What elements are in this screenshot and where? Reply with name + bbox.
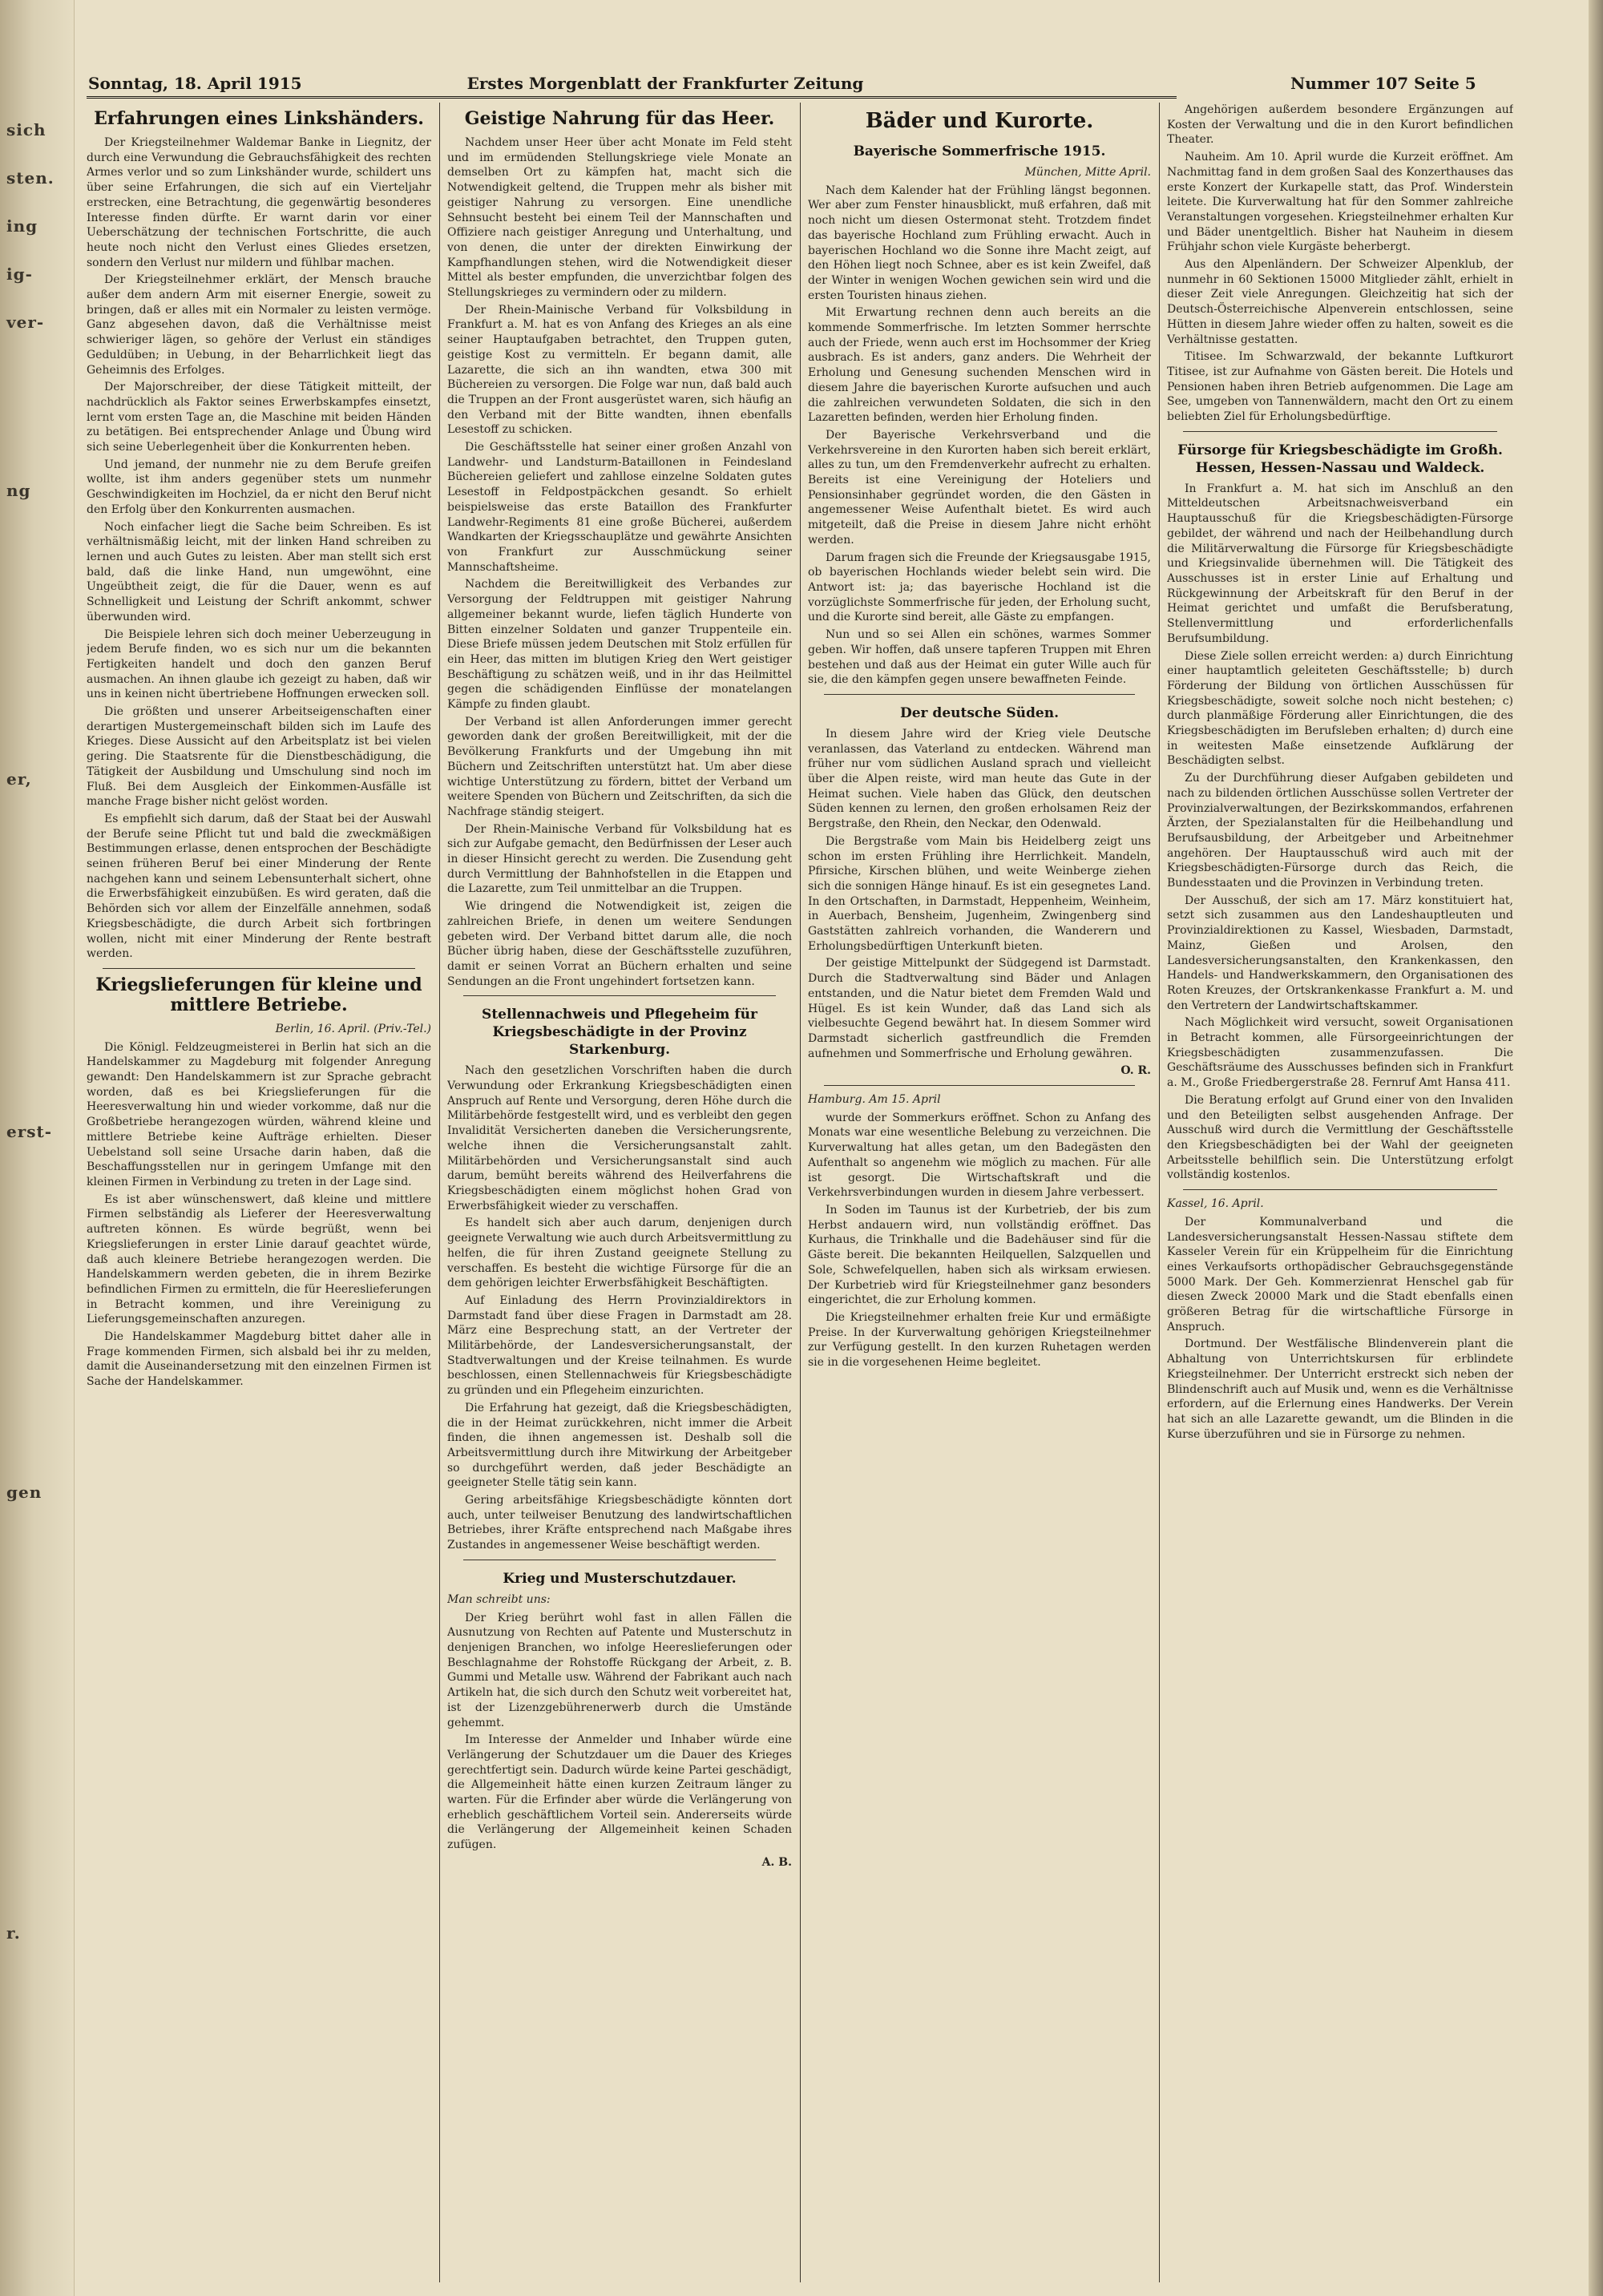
spine-fragment: r. (6, 1923, 21, 1943)
article-paragraph: Es empfiehlt sich darum, daß der Staat bei der Auswahl der Berufe seine Pflicht tut und bald die zweckmäßigen Bestimmungen erlasse, denen entsprochen der Beschädigte seinen früheren Beruf bei einer Minderung der Rente nachgehen kann und seinem Lebensunterhalt sichert, ohne die Erwerbsfähigkeit einzubüßen. Es wird geraten, daß die Behörden sich vor allem der Einzelfälle annehmen, sodaß Kriegsbeschädigte, die durch Arbeit sich fortbringen wollen, nicht mit einer Minderung der Rente bestraft werden. (87, 812, 431, 961)
spine-fragment: er, (6, 769, 32, 789)
article-paragraph: Die Handelskammer Magdeburg bittet daher alle in Frage kommenden Firmen, sich alsbald bei ihr zu melden, damit die Auseinandersetzung mit den einzelnen Firmen ist Sache der Handelskammer. (87, 1330, 431, 1389)
article-title: Geistige Nahrung für das Heer. (464, 108, 775, 129)
article-paragraph: Und jemand, der nunmehr nie zu dem Berufe greifen wollte, ist ihm anders gegenüber stets um nunmehr Geschwindigkeiten im Hochziel, da er nicht den Beruf nicht den Erfolg über den Konkurrenten ausmachen. (87, 458, 431, 516)
article-paragraph: Die Geschäftsstelle hat seiner einer großen Anzahl von Landwehr- und Landsturm-Bataillonen in Feindesland Büchereien geliefert und zahllose einzelne Soldaten gutes Lesestoff in Feldpostpäckchen gesandt. So erhielt beispielsweise das erste Bataillon des Frankfurter Landwehr-Regiments 81 eine große Bücherei, außerdem Wandkarten der Kriegsschauplätze und gewährte Ansichten von Frankfurt zur Ausschmückung seiner Mannschaftsheime. (447, 441, 792, 574)
article-paragraph: Nachdem unser Heer über acht Monate im Feld steht und im ermüdenden Stellungskriege viele Monate an demselben Ort zu kämpfen hat, macht sich die Notwendigkeit geltend, die Truppen mehr als bisher mit geistiger Nahrung zu versorgen. Eine unendliche Sehnsucht besteht bei einem Teil der Mannschaften und Offiziere nach geistiger Anregung und Unterhaltung, und von denen, die unter der direkten Einwirkung der Kampfhandlungen stehen, wird die Notwendigkeit dieser Mittel als bester empfunden, die unverzichtbar folgen des Stellungskrieges zu vermindern oder zu mildern. (447, 136, 792, 300)
article-paragraph: Die Beispiele lehren sich doch meiner Ueberzeugung in jedem Berufe finden, wo es sich nur um die bekannten Fertigkeiten handelt und doch den ganzen Beruf ausmachen. An ihnen glaube ich gezeigt zu haben, daß wir uns in keinen nicht übertriebene Hoffnungen erwecken soll. (87, 627, 431, 701)
article-dateline: Hamburg. Am 15. April (808, 1093, 941, 1107)
spine-fragment: ing (6, 216, 38, 236)
article-paragraph: Der Kriegsteilnehmer Waldemar Banke in Liegnitz, der durch eine Verwundung die Gebrauchsfähigkeit des rechten Armes verlor und so zum Linkshänder wurde, schildert uns über seine Erfahrungen, die sich auf ein Vierteljahr erstrecken, eine Betrachtung, die gegenwärtig besonderes Interesse finden dürfte. Er warnt darin vor einer Ueberschätzung der technischen Fortschritte, die auch heute noch nicht den Verlust eines Gliedes ersetzen, sondern den Verlust nur mildern und fühlbar machen. (87, 136, 431, 269)
column-rule (800, 103, 801, 2282)
column-4 (1167, 103, 1513, 2282)
article-lead: Man schreibt uns: (447, 1592, 551, 1606)
article-divider (824, 1085, 1135, 1086)
column-rule (1159, 103, 1160, 2282)
header-page-number: Nummer 107 Seite 5 (1290, 74, 1476, 93)
article-paragraph: Nach Möglichkeit wird versucht, soweit Organisationen in Betracht kommen, alle Fürsorgeeinrichtungen der Kriegsbeschädigten zusammenzufassen. Die Geschäftsräume des Ausschusses befinden sich in Frankfurt a. M., Große Friedbergerstraße 28. Fernruf Amt Hansa 411. (1167, 1016, 1513, 1090)
header-date: Sonntag, 18. April 1915 (88, 74, 302, 93)
spine-fragment: ig- (6, 264, 33, 284)
article-paragraph: Gering arbeitsfähige Kriegsbeschädigte könnten dort auch, unter teilweiser Benutzung des landwirtschaftlichen Betriebes, ihrer Kräfte entsprechend nach Maßgabe ihres Zustandes in angemessener Weise beschäftigt werden. (447, 1494, 792, 1552)
article-paragraph: Titisee. Im Schwarzwald, der bekannte Luftkurort Titisee, ist zur Aufnahme von Gästen bereit. Die Hotels und Pensionen haben ihren Betrieb aufgenommen. Die Lage am See, umgeben von Tannenwäldern, macht den Ort zu einem beliebten Ziel für Erholungsbedürftige. (1167, 350, 1513, 424)
header-rule (87, 96, 1177, 99)
article-paragraph: Es handelt sich aber auch darum, denjenigen durch geeignete Verwaltung wie auch durch Arbeitsvermittlung zu helfen, die für ihren Zustand geeignete Stellung zu verschaffen. Es besteht die wichtige Fürsorge für die an dem gehörigen leichter Erwerbsfähigkeit Beschäftigten. (447, 1217, 792, 1290)
article-subtitle: Bayerische Sommerfrische 1915. (853, 143, 1106, 159)
article-paragraph: Darum fragen sich die Freunde der Kriegsausgabe 1915, ob bayerischen Hochlands wieder belebt sein wird. Die Antwort ist: ja; das bayerische Hochland ist die vorzüglichste Sommerfrische für jeden, der Erholung sucht, und die Kurorte sind bereit, alle Gäste zu empfangen. (808, 551, 1151, 624)
article-paragraph: Nachdem die Bereitwilligkeit des Verbandes zur Versorgung der Feldtruppen mit geistiger Nahrung allgemeiner bekannt wurde, liefen täglich Hunderte von Bitten einzelner Soldaten und ganzer Truppenteile ein. Diese Briefe müssen jedem Deutschen mit Stolz erfüllen für ein Heer, das mitten im blutigen Krieg den Wert geistiger Beschäftigung zu schätzen weiß, und in ihr das Heilmittel gegen die schädigenden Einflüsse der monatelangen Kämpfe zu finden glaubt. (447, 578, 792, 712)
article-paragraph: Nauheim. Am 10. April wurde die Kurzeit eröffnet. Am Nachmittag fand in dem großen Saal des Konzerthauses das erste Konzert der Kurkapelle statt, das Prof. Winderstein leitete. Die Kurverwaltung hat für den Sommer zahlreiche Veranstaltungen vorgesehen. Kriegsteilnehmer erhalten Kur und Bäder unentgeltlich. Bisher hat Nauheim in diesem Frühjahr schon viele Kurgäste beherbergt. (1167, 151, 1513, 254)
article-paragraph: Mit Erwartung rechnen denn auch bereits an die kommende Sommerfrische. Im letzten Sommer herrschte auch der Friede, wenn auch erst im Hochsommer der Krieg ausbrach. Es ist anders, ganz anders. Die Wehrheit der Erholung und Genesung suchenden Menschen wird in diesem Jahre die bayerischen Kurorte aufsuchen und auch die zahlreichen verwundeten Soldaten, die sich in den Lazaretten befinden, werden hier Erholung finden. (808, 306, 1151, 425)
column-rule (439, 103, 440, 2282)
article-dateline: Berlin, 16. April. (Priv.-Tel.) (275, 1022, 431, 1035)
article-paragraph: Der geistige Mittelpunkt der Südgegend ist Darmstadt. Durch die Stadtverwaltung sind Bäder und Anlagen entstanden, und die Natur bietet dem Fremden Wald und Hügel. Es ist kein Wunder, daß das Land sich als vielbesuchte Gegend bewährt hat. In diesem Sommer wird Darmstadt sicherlich gastfreundlich die Fremden aufnehmen und Sommerfrische und Erholung gewähren. (808, 957, 1151, 1060)
article-title: Stellennachweis und Pflegeheim für Kriegsbeschädigte in der Provinz Starkenburg. (482, 1007, 757, 1059)
article-paragraph: Auf Einladung des Herrn Provinzialdirektors in Darmstadt fand über diese Fragen in Darmstadt am 28. März eine Besprechung statt, an der Vertreter der Militärbehörde, der Landesversicherungsanstalt, der Stadtverwaltungen und der Kreise teilnahmen. Es wurde beschlossen, einen Stellennachweis für Kriegsbeschädigte zu gründen und ein Pflegeheim einzurichten. (447, 1293, 792, 1398)
article-dateline: Kassel, 16. April. (1167, 1197, 1264, 1211)
article-signature: O. R. (1120, 1064, 1151, 1078)
article-paragraph: Wie dringend die Notwendigkeit ist, zeigen die zahlreichen Briefe, in denen um weitere Sendungen gebeten wird. Der Verband bittet darum alle, die noch Bücher übrig haben, diese der Geschäftsstelle zuzuführen, damit er seinen Vorrat an Büchern erhalten und seine Sendungen an die Front ungehindert fortsetzen kann. (447, 900, 792, 988)
article-paragraph: Die Erfahrung hat gezeigt, daß die Kriegsbeschädigten, die in der Heimat zurückkehren, nicht immer die Arbeit finden, die ihnen angemessen ist. Deshalb soll die Arbeitsvermittlung durch ihre Mitwirkung der Arbeitgeber so durchgeführt werden, daß jeder Beschädigte an geeigneter Stelle tätig sein kann. (447, 1401, 792, 1490)
article-paragraph: Noch einfacher liegt die Sache beim Schreiben. Es ist verhältnismäßig leicht, mit der linken Hand schreiben zu lernen und auch Gutes zu leisten. Aber man stellt sich erst bald, daß die linke Hand, nun umgewöhnt, eine Ungeübtheit zeigt, die für die Dauer, wenn es auf Schnelligkeit und Leistung der Schrift ankommt, schwer überwunden wird. (87, 520, 431, 623)
article-paragraph: Nach den gesetzlichen Vorschriften haben die durch Verwundung oder Erkrankung Kriegsbeschädigten einen Anspruch auf Rente und Versorgung, deren Höhe durch die Militärbehörde festgestellt wird, und es verbleibt den gegen Invalidität Versicherten daneben die Versicherungsrente, welche ihnen die Versicherungsanstalt zahlt. Militärbehörden und Versicherungsanstalt sind auch darum, bemüht bereits während des Heilverfahrens die Kriegsbeschädigten einem möglichst hohen Grad von Erwerbsfähigkeit wieder zu verschaffen. (447, 1064, 792, 1213)
header-paper-title: Erstes Morgenblatt der Frankfurter Zeitung (466, 74, 864, 93)
article-paragraph: Dortmund. Der Westfälische Blindenverein plant die Abhaltung von Unterrichtskursen für erblindete Kriegsteilnehmer. Der Unterricht erstreckt sich neben der Blindenschrift auch auf Musik und, wenn es die Verhältnisse erfordern, auf die Erlernung eines Handwerks. Der Verein hat sich an alle Lazarette gewandt, um die Blinden in die Kurse überzuführen und sie in Fürsorge zu nehmen. (1167, 1338, 1513, 1441)
article-paragraph: Der Verband ist allen Anforderungen immer gerecht geworden dank der großen Bereitwilligkeit, mit der die Bevölkerung Frankfurts und der Umgebung ihn mit Büchern und Zeitschriften unterstützt hat. Um aber diese wichtige Unterstützung zu fördern, bittet der Verband um weitere Spenden von Büchern und Zeitschriften, da sich die Nachfrage ständig steigert. (447, 715, 792, 818)
article-paragraph: Der Ausschuß, der sich am 17. März konstituiert hat, setzt sich zusammen aus den Landeshauptleuten und Provinzialdirektionen zu Kassel, Wiesbaden, Darmstadt, Mainz, Gießen und Arolsen, den Landesversicherungsanstalten, den Krankenkassen, den Handels- und Handwerkskammern, den Organisationen des Roten Kreuzes, der Ortskrankenkasse Frankfurt a. M. und den Vertretern der Landwirtschaftskammer. (1167, 894, 1513, 1012)
article-title: Der deutsche Süden. (900, 704, 1059, 721)
article-paragraph: Der Rhein-Mainische Verband für Volksbildung hat es sich zur Aufgabe gemacht, den Bedürfnissen der Leser auch in dieser Hinsicht gerecht zu werden. Die Zusendung geht durch Vermittlung der Bahnhofstellen in die Etappen und die Lazarette, zum Teil unmittelbar an die Truppen. (447, 822, 792, 896)
article-paragraph: Nach dem Kalender hat der Frühling längst begonnen. Wer aber zum Fenster hinausblickt, muß erfahren, daß mit noch nicht um diesen Ostermonat steht. Trotzdem findet das bayerische Hochland zum Frühling erwacht. Auch in bayerischen Hochland wo die Sonne ihre Macht zeigt, auf den Höhen liegt noch Schnee, aber es ist kein Zweifel, daß der Winter in wenigen Wochen gewichen sein wird und die ersten Touristen hinaus ziehen. (808, 184, 1151, 302)
article-title: Kriegslieferungen für kleine und mittlere Betriebe. (95, 974, 422, 1015)
article-paragraph: Zu der Durchführung dieser Aufgaben gebildeten und nach zu bildenden örtlichen Ausschüsse sollen Vertreter der Provinzialverwaltungen, der Bezirkskommandos, erfahrenen Ärzten, der Spezialanstalten für die Heilbehandlung und Berufsausbildung, der Arbeitgeber und Arbeitnehmer angehören. Der Hauptausschuß wird auch mit der Kriegsbeschädigten-Fürsorge durch das Reich, die Bundesstaaten und die Provinzen in Verbindung treten. (1167, 772, 1513, 890)
article-paragraph: Aus den Alpenländern. Der Schweizer Alpenklub, der nunmehr in 60 Sektionen 15000 Mitglieder zählt, erhielt in dieser Zeit viele Anregungen. Gleichzeitig hat sich der Deutsch-Österreichische Alpenverein entschlossen, seine Hütten in diesem Jahre wieder offen zu halten, soweit es die Verhältnisse gestatten. (1167, 258, 1513, 346)
article-paragraph: Der Majorschreiber, der diese Tätigkeit mitteilt, der nachdrücklich als Faktor seines Erwerbskampfes einsetzt, lernt vom ersten Tage an, die Maschine mit beiden Händen zu betätigen. Bei entsprechender Anlage und Übung wird sich seine Ueberlegenheit über die Konkurrenten heben. (87, 381, 431, 454)
section-title: Bäder und Kurorte. (865, 109, 1094, 133)
spine-fragment: sten. (6, 168, 55, 188)
spine-fragment: ng (6, 481, 31, 500)
binding-edge (0, 0, 75, 2296)
article-paragraph: Im Interesse der Anmelder und Inhaber würde eine Verlängerung der Schutzdauer um die Dauer des Krieges gerechtfertigt sein. Dadurch würde keine Partei geschädigt, die Allgemeinheit hätte einen kurzen Zeitraum länger zu warten. Für die Erfinder aber würde die Verlängerung von erheblich geschäftlichem Vorteil sein. Andererseits würde die Verlängerung der Allgemeinheit keinen Schaden zufügen. (447, 1733, 792, 1852)
article-paragraph: Die Kriegsteilnehmer erhalten freie Kur und ermäßigte Preise. In der Kurverwaltung gehörigen Kriegsteilnehmer zur Verfügung gestellt. In den kurzen Ruhetagen werden sie in die vorgesehenen Heime begleitet. (808, 1310, 1151, 1370)
article-divider (824, 694, 1135, 695)
article-paragraph: Angehörigen außerdem besondere Ergänzungen auf Kosten der Verwaltung und die in den Kurort befindlichen Theater. (1167, 103, 1513, 147)
article-title: Fürsorge für Kriegsbeschädigte im Großh. Hessen, Hessen-Nassau und Waldeck. (1177, 442, 1503, 476)
article-dateline: München, Mitte April. (1024, 166, 1151, 179)
column-1 (87, 103, 431, 2282)
article-divider (1183, 431, 1497, 432)
article-divider (103, 968, 415, 969)
article-paragraph: Die größten und unserer Arbeitseigenschaften einer derartigen Mustergemeinschaft bilden sich im Laufe des Krieges. Diese Aussicht auf den Arbeitsplatz ist bei vielen gering. Die Staatsrente für die Dienstbeschädigung, die Tätigkeit der Ausbildung und Umschulung sind noch im Fluß. Bei dem Ausgleich der Einkommen-Ausfälle ist manche Frage bisher nicht gelöst worden. (87, 705, 431, 809)
article-title: Erfahrungen eines Linkshänders. (94, 108, 424, 129)
article-paragraph: In Frankfurt a. M. hat sich im Anschluß an den Mitteldeutschen Arbeitsnachweisverband ein Hauptausschuß für die Kriegsbeschädigten-Fürsorge gebildet, der während und nach der Heilbehandlung durch die Militärverwaltung die Fürsorge für Kriegsbeschädigte und Kriegsinvalide übernehmen will. Die Tätigkeit des Ausschusses ist in erster Linie auf Erhaltung und Rückgewinnung der Arbeitskraft für den Beruf in der Heimat gerichtet und umfaßt die Berufsberatung, Stellenvermittlung und erforderlichenfalls Berufsumbildung. (1167, 482, 1513, 645)
spine-fragment: sich (6, 120, 46, 139)
article-paragraph: Nun und so sei Allen ein schönes, warmes Sommer geben. Wir hoffen, daß unsere tapferen Truppen mit Ehren bestehen und daß aus der Heimat ein guter Wille auch für sie, die den kämpfen gegen unsere bewaffneten Feinde. (808, 628, 1151, 687)
article-paragraph: Der Krieg berührt wohl fast in allen Fällen die Ausnutzung von Rechten auf Patente und Musterschutz in denjenigen Branchen, wo infolge Heereslieferungen oder Beschlagnahme der Rohstoffe Rückgang der Arbeit, z. B. Gummi und Metalle usw. Während der Fabrikant auch nach Artikeln hat, die sich durch den Schutz weit vorbereitet hat, ist der Lizenzgebührenerwerb durch die Umstände gehemmt. (447, 1611, 792, 1729)
article-paragraph: Die Beratung erfolgt auf Grund einer von den Invaliden und den Beteiligten selbst ausgehenden Anfrage. Der Ausschuß wird durch die Vermittlung der Geschäftsstelle den Kriegsbeschädigten bei der Wahl der geeigneten Arbeitsstelle behilflich sein. Die Unterstützung erfolgt vollständig kostenlos. (1167, 1093, 1513, 1182)
article-divider (463, 995, 776, 996)
article-title: Krieg und Musterschutzdauer. (503, 1570, 737, 1587)
article-paragraph: Die Bergstraße vom Main bis Heidelberg zeigt uns schon im ersten Frühling ihre Herrlichkeit. Mandeln, Pfirsiche, Kirschen blühen, und weite Weinberge ziehen sich die sonnigen Hänge hinauf. Es ist ein gesegnetes Land. In den Ortschaften, in Darmstadt, Heppenheim, Weinheim, in Auerbach, Bensheim, Jugenheim, Zwingenberg sind Gaststätten zahlreich vorhanden, die Wanderern und Erholungsbedürftigen Unterkunft bieten. (808, 834, 1151, 953)
page-header (88, 74, 1587, 98)
article-signature: A. B. (761, 1855, 792, 1869)
article-paragraph: In diesem Jahre wird der Krieg viele Deutsche veranlassen, das Vaterland zu entdecken. Während man früher nur vom südlichen Ausland sprach und vielleicht über die Alpen reiste, wird man heute das Gute in der Heimat suchen. Viele haben das Glück, den deutschen Süden kennen zu lernen, den großen erholsamen Reiz der Bergstraße, den Rhein, den Neckar, den Odenwald. (808, 727, 1151, 831)
spine-fragment: gen (6, 1483, 42, 1502)
page-edge (1589, 0, 1603, 2296)
article-paragraph: Die Königl. Feldzeugmeisterei in Berlin hat sich an die Handelskammer zu Magdeburg mit folgender Anregung gewandt: Den Handelskammern ist zur Sprache gebracht worden, daß es bei Kriegslieferungen für die Heeresverwaltung hin und wieder vorkomme, daß nur die Großbetriebe herangezogen würden, während kleine und mittlere Betriebe keine Aufträge erhielten. Dieser Uebelstand soll seine Ursache darin haben, daß die Beschaffungsstellen nur in geringem Umfange mit den kleinen Firmen in Verbindung zu treten in der Lage sind. (87, 1040, 431, 1188)
article-paragraph: Diese Ziele sollen erreicht werden: a) durch Einrichtung einer hauptamtlich geleiteten Geschäftsstelle; b) durch Förderung der Bildung von örtlichen Ausschüssen für Kriegsbeschädigte, soweit solche noch nicht bestehen; c) durch planmäßige Förderung aller Einrichtungen, die des Kriegsbeschädigten im Berufsleben erhalten; d) durch eine in weitesten Maße einsetzende Aufklärung der Beschädigten selbst. (1167, 649, 1513, 768)
article-paragraph: In Soden im Taunus ist der Kurbetrieb, der bis zum Herbst andauern wird, nun vollständig eröffnet. Das Kurhaus, die Trinkhalle und die Badehäuser sind für die Gäste bereit. Die bekannten Heilquellen, Salzquellen und Sole, Schwefelquellen, haben sich als wirksam erwiesen. Der Kurbetrieb wird für Kriegsteilnehmer ganz besonders eingerichtet, die zur Erholung kommen. (808, 1204, 1151, 1307)
column-3 (808, 103, 1151, 2282)
spine-fragment: ver- (6, 313, 45, 332)
article-paragraph: Der Bayerische Verkehrsverband und die Verkehrsvereine in den Kurorten haben sich bereit erklärt, alles zu tun, um den Fremdenverkehr aufrecht zu erhalten. Bereits ist eine Vereinigung der Hoteliers und Pensionsinhaber gegründet worden, die den Gästen in angemessener Weise Aufenthalt bietet. Es wird auch mitgeteilt, daß die Preise in diesem Jahre nicht erhöht werden. (808, 428, 1151, 547)
article-paragraph: Der Kommunalverband und die Landesversicherungsanstalt Hessen-Nassau stiftete dem Kasseler Verein für ein Krüppelheim für die Einrichtung eines Verkaufsorts orthopädischer Gebrauchsgegenstände 5000 Mark. Der Geh. Kommerzienrat Henschel gab für diesen Zweck 20000 Mark und die Stadt ebenfalls einen größeren Betrag für die wirtschaftliche Fürsorge in Anspruch. (1167, 1215, 1513, 1334)
article-paragraph: wurde der Sommerkurs eröffnet. Schon zu Anfang des Monats war eine wesentliche Belebung zu verzeichnen. Die Kurverwaltung hat alles getan, um den Badegästen den Aufenthalt so angenehm wie möglich zu machen. Für alle ist gesorgt. Die Wirtschaftskraft und die Verkehrsverbindungen wurden in diesem Jahre verbessert. (808, 1111, 1151, 1200)
article-paragraph: Es ist aber wünschenswert, daß kleine und mittlere Firmen selbständig als Lieferer der Heeresverwaltung auftreten können. Es würde begrüßt, wenn bei Kriegslieferungen in erster Linie darauf geachtet würde, daß auch kleinere Betriebe herangezogen werden. Die Handelskammern werden gebeten, die in ihrem Bezirke befindlichen Firmen zu ermitteln, die für Heereslieferungen in Betracht kommen, und ihre Vereinigung zu Lieferungsgemeinschaften anzuregen. (87, 1192, 431, 1326)
article-paragraph: Der Kriegsteilnehmer erklärt, der Mensch brauche außer dem andern Arm mit eiserner Energie, soweit zu bringen, daß er alles mit ein Normaler zu leisten vermöge. Ganz abgesehen davon, daß die Verhältnisse meist schwieriger lägen, so gehöre der Verlust ein ständiges Geduldüben; in Uebung, in der Beharrlichkeit liegt das Geheimnis des Erfolges. (87, 273, 431, 377)
article-paragraph: Der Rhein-Mainische Verband für Volksbildung in Frankfurt a. M. hat es von Anfang des Krieges an als eine seiner Hauptaufgaben betrachtet, den Truppen guten, geistige Kost zu vermitteln. Er begann damit, alle Lazarette, die sich an ihn wandten, etwa 300 mit Büchereien zu versorgen. Die Folge war nun, daß bald auch die Truppen an der Front ausgerüstet waren, sich häufig an den Verband mit der Bitte wandten, ihnen ebenfalls Lesestoff zu schicken. (447, 303, 792, 437)
spine-fragment: erst- (6, 1122, 53, 1141)
article-divider (1183, 1189, 1497, 1190)
column-2 (447, 103, 792, 2282)
